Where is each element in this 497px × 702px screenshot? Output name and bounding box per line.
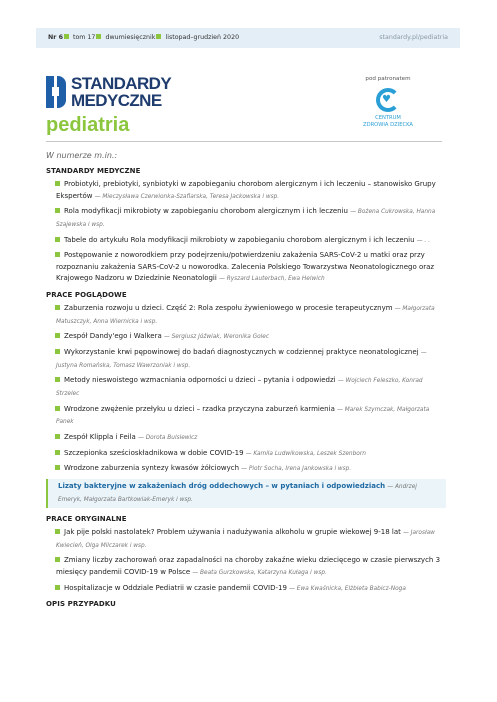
issue-meta xyxy=(48,34,239,41)
bullet-square-icon xyxy=(55,252,60,257)
standardy-medyczne-logo xyxy=(46,72,206,112)
bullet-square-icon xyxy=(55,585,60,590)
article-title[interactable]: Postępowanie z noworodkiem przy podejrzeniu/potwierdzeniu zakażenia SARS-CoV-2 u matki oraz przy rozpoznaniu zakażenia SARS-CoV-2 u noworodka. Zalecenia Polskiego Towarzystwa Neonatologicznego oraz Krajowego Nadzoru w Dziedzinie Neonatologii xyxy=(56,251,435,283)
article-item[interactable] xyxy=(46,463,446,476)
journal-title: pediatria xyxy=(46,114,130,136)
article-title[interactable]: Rola modyfikacji mikrobioty w zapobieganiu chorobom alergicznym i ich leczeniu xyxy=(64,207,348,216)
article-item[interactable] xyxy=(46,179,446,203)
issue-period: listopad–grudzień 2020 xyxy=(165,34,240,41)
article-title[interactable]: Zmiany liczby zachorowań oraz zapadalności na choroby zakaźne wieku dziecięcego w czasie pierwszych 3 miesięcy pandemii COVID-19 w Polsce xyxy=(56,556,441,576)
section-heading: PRACE POGLĄDOWE xyxy=(46,291,127,300)
bullet-square-icon xyxy=(55,529,60,534)
article-item[interactable] xyxy=(46,555,446,579)
bullet-square-icon xyxy=(156,34,161,39)
bullet-square-icon xyxy=(55,377,60,382)
issue-frequency: dwumiesięcznik xyxy=(105,34,156,41)
article-title[interactable]: Wrodzone zwężenie przełyku u dzieci – rzadka przyczyna zaburzeń karmienia xyxy=(64,404,335,413)
article-authors: — Wojciech Feleszko, Konrad Strzelec xyxy=(56,378,423,397)
patronage-org-line-1: CENTRUM xyxy=(375,115,401,121)
article-authors: — Justyna Romańska, Tomasz Wawrzoniak i wsp. xyxy=(56,350,427,369)
issue-volume: tom 17 xyxy=(72,34,96,41)
article-authors: — Kamila Ludwikowska, Leszek Szenborn xyxy=(245,450,366,457)
article-item[interactable] xyxy=(46,206,446,231)
article-title[interactable]: Jak pije polski nastolatek? Problem używania i nadużywania alkoholu w grupie wiekowej 9-18 lat xyxy=(64,528,401,537)
header-divider xyxy=(46,141,442,142)
article-authors: — Piotr Socha, Irena Jankowska i wsp. xyxy=(241,466,352,473)
bullet-square-icon xyxy=(55,181,60,186)
article-item[interactable] xyxy=(46,448,446,461)
article-title[interactable]: Zespół Dandy'ego i Walkera xyxy=(64,332,162,341)
article-item[interactable] xyxy=(46,375,446,400)
article-authors: — Ryszard Lauterbach, Ewa Helwich xyxy=(219,276,325,283)
issue-info-bar xyxy=(36,28,460,48)
journal-url-link[interactable]: standardy.pl/pediatria xyxy=(379,34,448,41)
article-item[interactable] xyxy=(46,583,446,596)
czd-logo-icon: ♥ xyxy=(376,88,400,112)
issue-number: Nr 6 xyxy=(48,34,63,41)
article-authors: — Andrzej Emeryk, Małgorzata Bartkowiak-Emeryk i wsp. xyxy=(58,483,417,503)
patronage-label: pod patronatem xyxy=(365,76,411,82)
article-item[interactable] xyxy=(46,303,446,328)
bullet-square-icon xyxy=(55,305,60,310)
bullet-square-icon xyxy=(55,208,60,213)
table-of-contents xyxy=(46,166,446,612)
bullet-square-icon xyxy=(55,434,60,439)
article-authors: — Ewa Kwaśnicka, Elżbieta Babicz-Noga xyxy=(289,585,406,592)
article-authors: — . . xyxy=(416,237,430,244)
article-item[interactable] xyxy=(46,331,446,344)
logo-mark-icon xyxy=(46,76,66,108)
article-title[interactable]: Probiotyki, prebiotyki, synbiotyki w zapobieganiu chorobom alergicznym i ich leczeniu – stanowisko Grupy Ekspertów xyxy=(56,180,436,200)
logo-line-2: MEDYCZNE xyxy=(71,91,162,110)
article-title[interactable]: Wykorzystanie krwi pępowinowej do badań diagnostycznych w codziennej praktyce neonatologicznej xyxy=(64,348,419,356)
article-title[interactable]: Zespół Klippla i Feila xyxy=(64,432,136,441)
article-title[interactable]: Metody nieswoistego wzmacniania odporności u dzieci – pytania i odpowiedzi xyxy=(64,376,336,385)
article-item[interactable] xyxy=(46,235,446,248)
bullet-square-icon xyxy=(55,237,60,242)
patronage-org-line-2: ZDROWIA DZIECKA xyxy=(363,121,413,128)
article-item[interactable] xyxy=(46,250,446,286)
article-title[interactable]: Zaburzenia rozwoju u dzieci. Część 2: Rola zespołu żywieniowego w procesie terapeutycznym xyxy=(64,304,393,313)
bullet-square-icon xyxy=(55,406,60,411)
article-authors: — Dorota Bulsiewicz xyxy=(138,434,198,441)
bullet-square-icon xyxy=(55,557,60,562)
patronage-block xyxy=(352,76,424,128)
section-heading: PRACE ORYGINALNE xyxy=(46,515,127,524)
contents-intro: W numerze m.in.: xyxy=(46,151,118,160)
bullet-square-icon xyxy=(55,333,60,338)
bullet-square-icon xyxy=(64,34,69,39)
article-item[interactable] xyxy=(46,527,446,552)
article-authors: — Marek Szymczak, Małgorzata Panek xyxy=(56,406,430,426)
article-authors: — Jarosław Kwiecień, Olga Milczarek i wsp. xyxy=(56,530,435,549)
featured-article-item[interactable] xyxy=(46,479,446,508)
article-title[interactable]: Szczepionka sześcioskładnikowa w dobie COVID-19 xyxy=(64,448,244,457)
article-item[interactable] xyxy=(46,432,446,445)
bullet-square-icon xyxy=(55,349,60,354)
section-heading: STANDARDY MEDYCZNE xyxy=(46,167,141,175)
bullet-square-icon xyxy=(55,450,60,455)
article-item[interactable] xyxy=(46,347,446,372)
article-authors: — Bożena Cukrowska, Hanna Szajewska i wsp. xyxy=(56,209,436,228)
article-title[interactable]: Lizaty bakteryjne w zakażeniach dróg oddechowych – w pytaniach i odpowiedziach xyxy=(58,481,386,490)
logo-line-1: STANDARDY xyxy=(71,74,172,93)
article-authors: — Mieczysława Czerwionka-Szaflarska, Teresa Jackowska i wsp. xyxy=(94,193,280,200)
article-authors: — Beata Gurzkowska, Katarzyna Kułaga i wsp. xyxy=(192,569,327,576)
bullet-square-icon xyxy=(96,34,101,39)
article-title[interactable]: Hospitalizacje w Oddziale Pediatrii w czasie pandemii COVID-19 xyxy=(64,583,287,592)
article-item[interactable] xyxy=(46,404,446,429)
bullet-square-icon xyxy=(55,465,60,470)
article-authors: — Małgorzata Matuszczyk, Anna Wiernicka i wsp. xyxy=(56,306,435,325)
article-authors: — Sergiusz Jóźwiak, Weronika Golec xyxy=(163,334,270,341)
section-heading: OPIS PRZYPADKU xyxy=(46,600,116,609)
article-title[interactable]: Wrodzone zaburzenia syntezy kwasów żółciowych xyxy=(64,464,240,473)
article-title[interactable]: Tabele do artykułu Rola modyfikacji mikrobioty w zapobieganiu chorobom alergicznym i ich leczeniu xyxy=(64,235,415,244)
